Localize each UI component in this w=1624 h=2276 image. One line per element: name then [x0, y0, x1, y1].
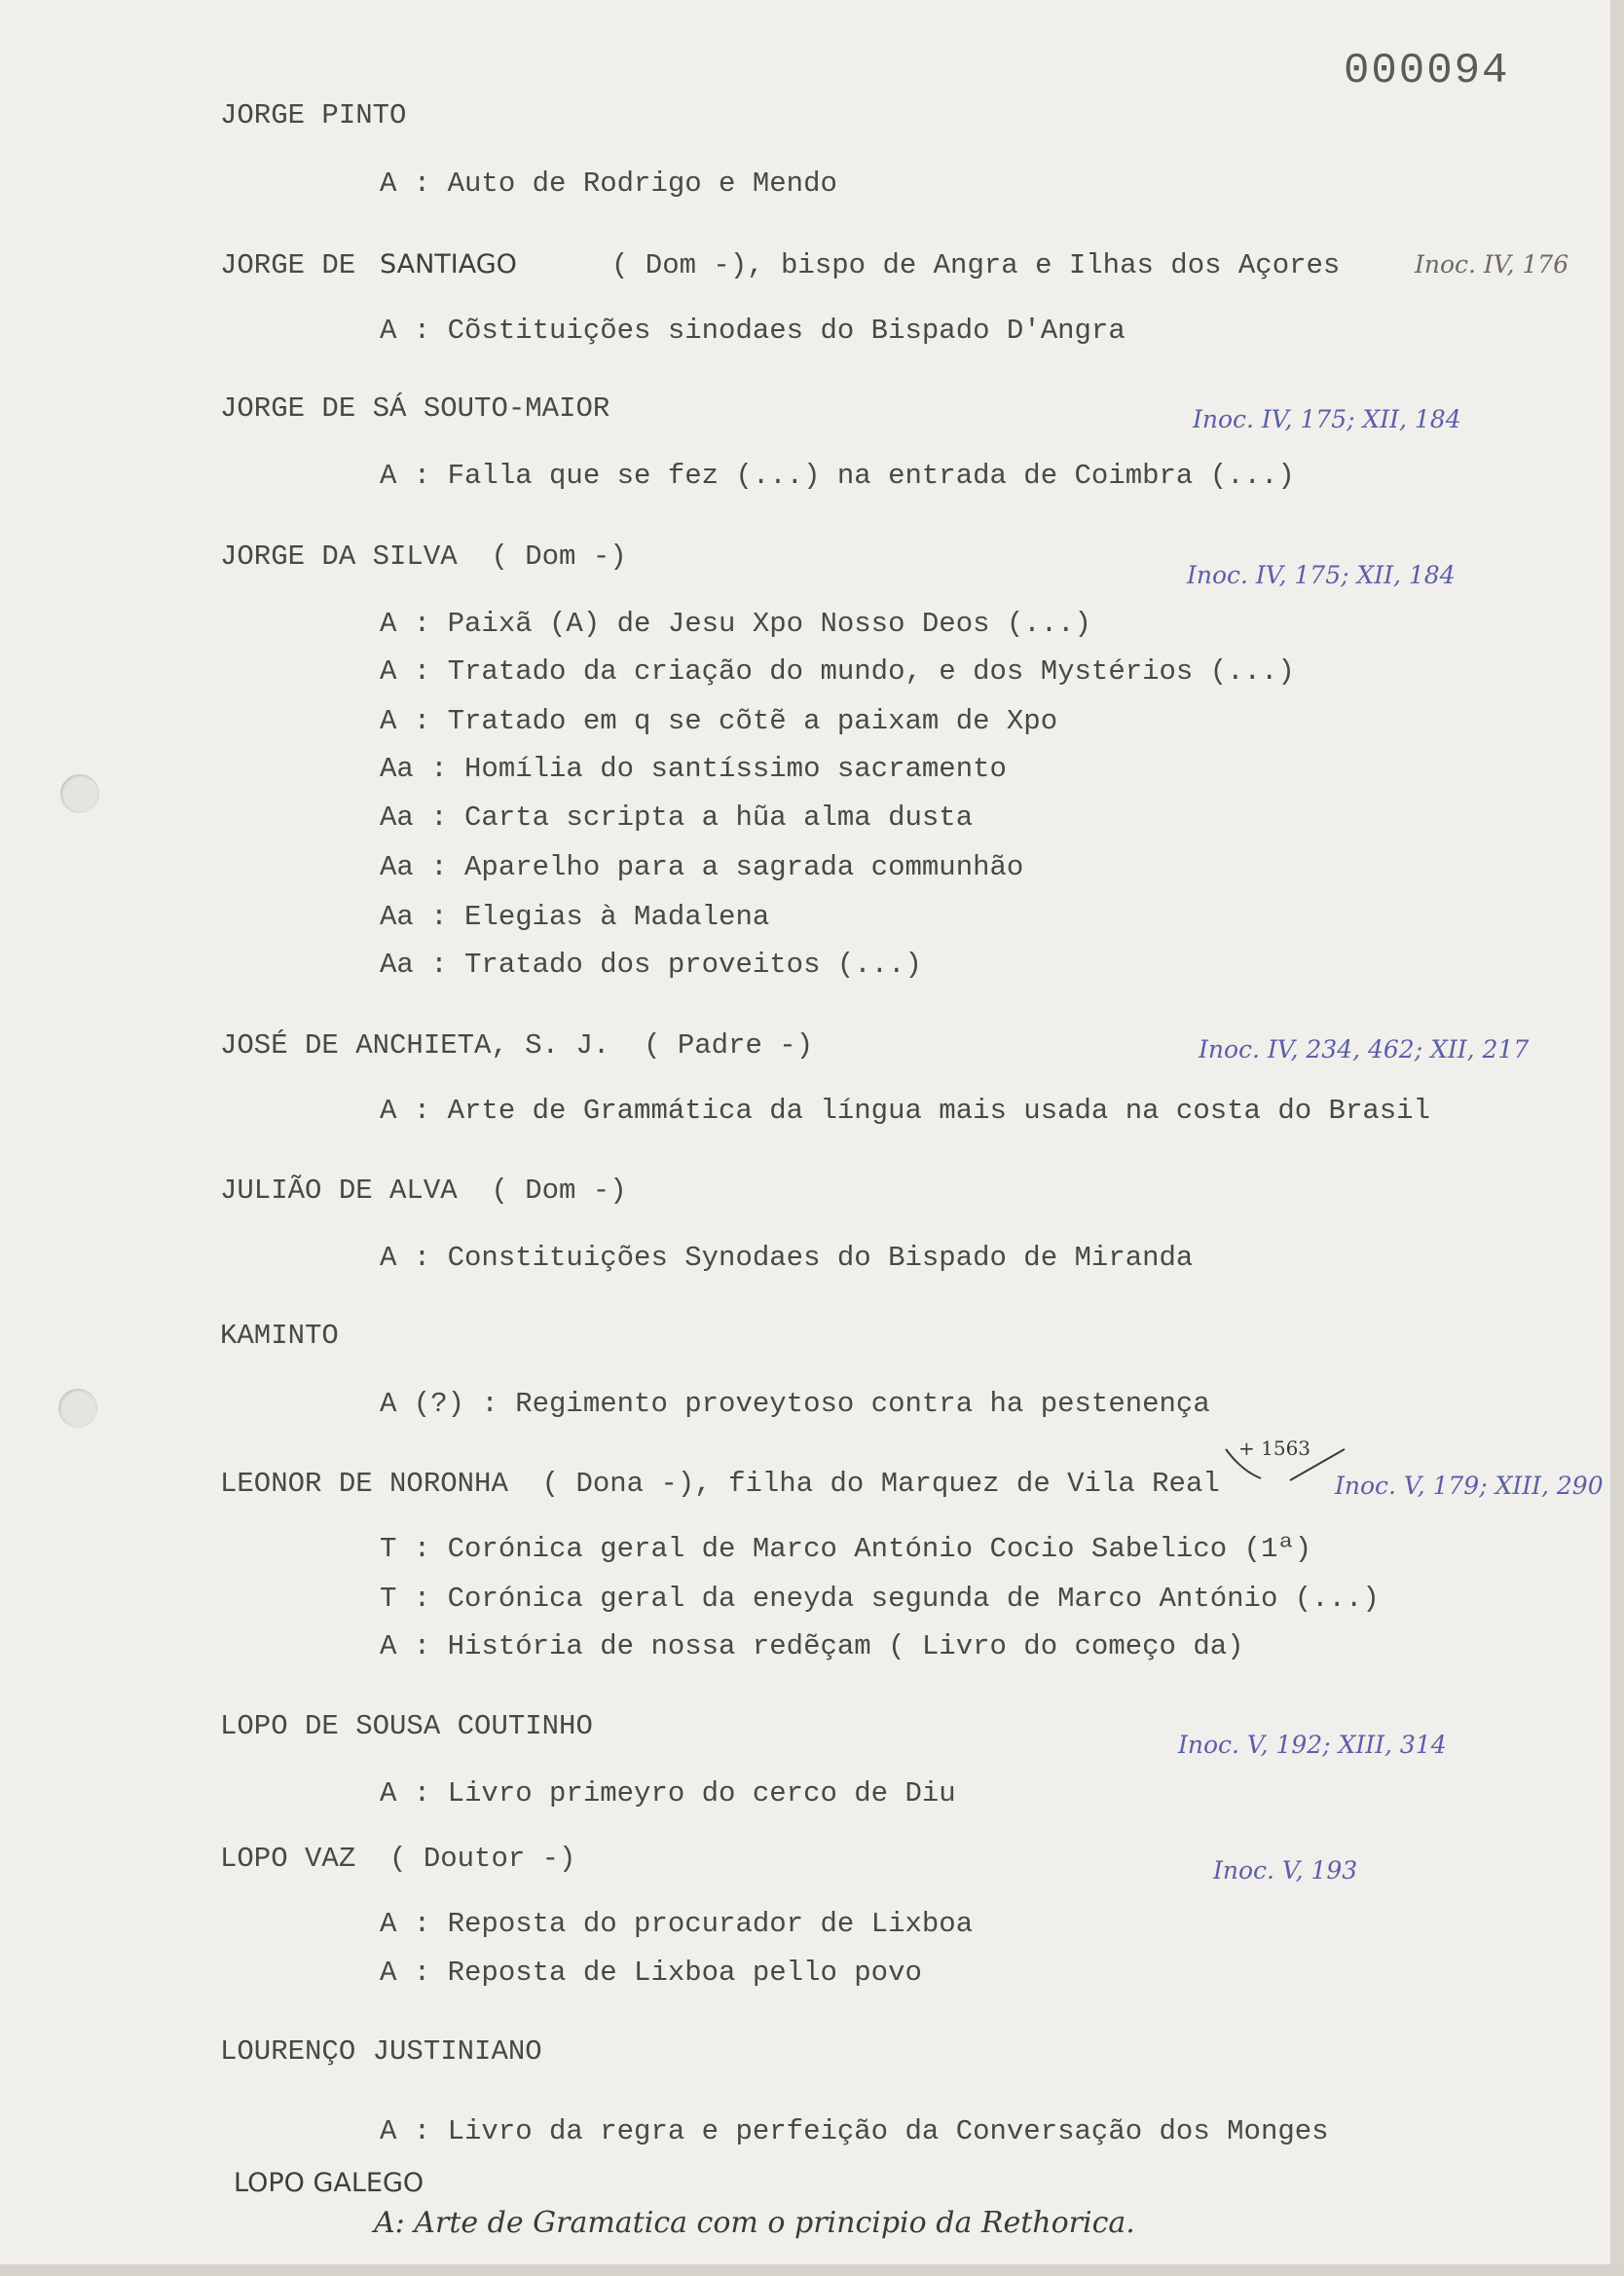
work-line: A : Arte de Grammática da língua mais usada na costa do Brasil [380, 1095, 1430, 1127]
work-line: A (?) : Regimento proveytoso contra ha pestenença [380, 1388, 1210, 1420]
page-edge-bottom [0, 2264, 1624, 2276]
work-line: A : História de nossa redẽçam ( Livro do começo da) [380, 1630, 1244, 1662]
work-line: A : Tratado da criação do mundo, e dos Mystérios (...) [380, 655, 1295, 688]
work-line: A : Reposta do procurador de Lixboa [380, 1908, 974, 1940]
punch-hole-icon [60, 774, 99, 813]
author-description: ( Dom -), bispo de Angra e Ilhas dos Açores [611, 249, 1341, 281]
work-line: A : Cõstituições sinodaes do Bispado D'Angra [380, 315, 1126, 347]
author-heading: JULIÃO DE ALVA ( Dom -) [220, 1175, 627, 1207]
reference-note: Inoc. IV, 234, 462; XII, 217 [1199, 1035, 1530, 1063]
work-line: A : Paixã (A) de Jesu Xpo Nosso Deos (...) [380, 608, 1091, 640]
author-heading: JOSÉ DE ANCHIETA, S. J. ( Padre -) [220, 1029, 814, 1062]
author-heading: LOURENÇO JUSTINIANO [220, 2035, 542, 2068]
author-heading: JORGE PINTO [220, 99, 407, 131]
author-heading: KAMINTO [220, 1320, 339, 1352]
handwritten-author-name: SANTIAGO [380, 249, 517, 280]
author-heading: JORGE DE [220, 249, 356, 281]
work-line: A : Tratado em q se cõtẽ a paixam de Xpo [380, 705, 1058, 737]
reference-note: Inoc. V, 193 [1213, 1856, 1358, 1884]
work-line: T : Corónica geral de Marco António Cocio Sabelico (1ª) [380, 1533, 1312, 1565]
author-heading: JORGE DE SÁ SOUTO-MAIOR [220, 392, 610, 425]
work-line: Aa : Carta scripta a hũa alma dusta [380, 802, 974, 834]
death-year-note: + 1563 [1238, 1436, 1311, 1460]
work-line: Aa : Tratado dos proveitos (...) [380, 949, 922, 981]
work-line: A : Falla que se fez (...) na entrada de Coimbra (...) [380, 460, 1295, 492]
reference-note: Inoc. IV, 175; XII, 184 [1193, 405, 1461, 433]
work-line: A : Livro primeyro do cerco de Diu [380, 1777, 956, 1810]
handwritten-work-line: A: Arte de Gramatica com o principio da Rethorica. [374, 2206, 1135, 2240]
reference-note: Inoc. IV, 176 [1415, 250, 1569, 279]
work-line: Aa : Homília do santíssimo sacramento [380, 753, 1007, 785]
handwritten-author-heading: LOPO GALEGO [234, 2168, 424, 2198]
work-line: A : Auto de Rodrigo e Mendo [380, 168, 837, 200]
work-line: Aa : Elegias à Madalena [380, 901, 770, 933]
page-edge-right [1610, 0, 1624, 2276]
author-heading: LOPO VAZ ( Doutor -) [220, 1843, 576, 1875]
reference-note: Inoc. V, 179; XIII, 290 [1335, 1472, 1604, 1500]
author-heading: LEONOR DE NORONHA ( Dona -), filha do Marquez de Vila Real [220, 1468, 1220, 1500]
reference-note: Inoc. V, 192; XIII, 314 [1178, 1731, 1447, 1759]
work-line: A : Livro da regra e perfeição da Conversação dos Monges [380, 2115, 1329, 2147]
punch-hole-icon [58, 1389, 97, 1428]
reference-note: Inoc. IV, 175; XII, 184 [1187, 561, 1456, 589]
work-line: A : Constituições Synodaes do Bispado de Miranda [380, 1242, 1194, 1274]
page-number: 000094 [1344, 47, 1510, 95]
work-line: A : Reposta de Lixboa pello povo [380, 1957, 922, 1989]
author-heading: LOPO DE SOUSA COUTINHO [220, 1710, 593, 1742]
author-heading: JORGE DA SILVA ( Dom -) [220, 541, 627, 573]
work-line: T : Corónica geral da eneyda segunda de Marco António (...) [380, 1583, 1380, 1615]
work-line: Aa : Aparelho para a sagrada communhão [380, 851, 1024, 883]
